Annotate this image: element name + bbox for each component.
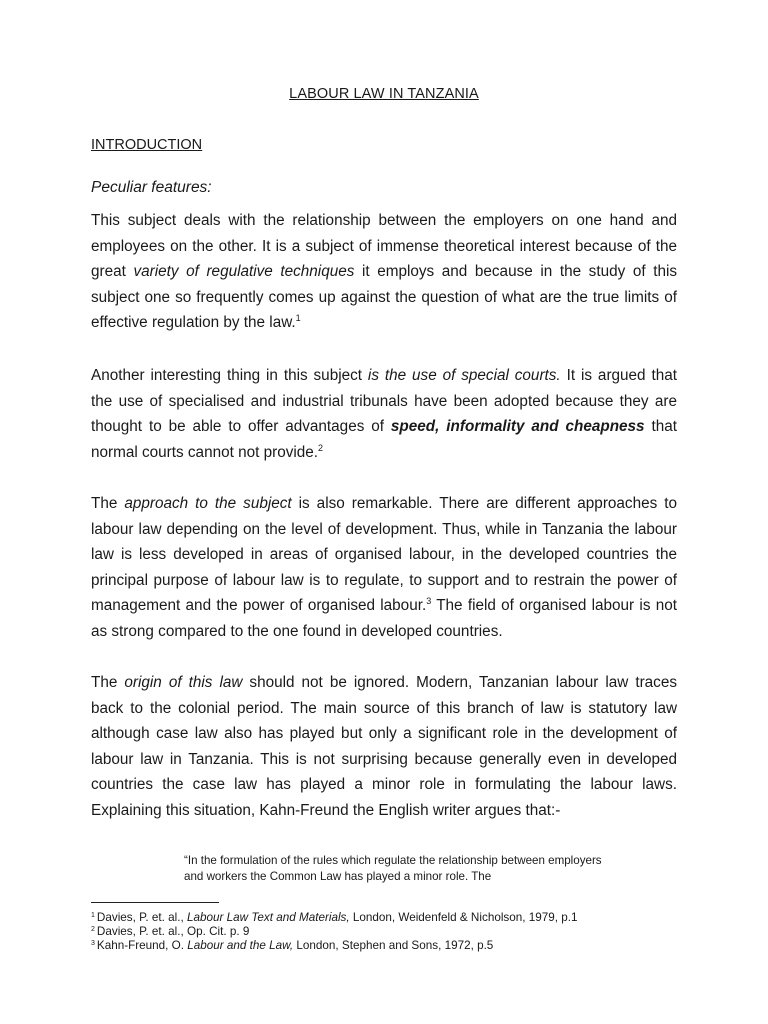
footnote-3	[91, 939, 493, 952]
paragraph-4	[91, 670, 677, 824]
paragraph-1-text-cont: it employs and because in the study of this subject one so frequently comes up against the question of what are the true limits of effective regulation by the law.	[91, 263, 677, 332]
paragraph-3-text-cont: is also remarkable. There are different approaches to labour law depending on the level of development. Thus, while in Tanzania the labour law is less developed in areas of organised labour, in the developed countries the principal purpose of labour law is to regulate, to support and to restrain the power of management and the power of organised labour.	[91, 495, 677, 615]
footnote-1	[91, 911, 578, 924]
subheading-peculiar-features: Peculiar features:	[91, 179, 212, 196]
footnote-1-text-end: London, Weidenfeld & Nicholson, 1979, p.1	[349, 911, 578, 924]
footnote-1-number: 1	[91, 912, 95, 919]
paragraph-3-emphasis: approach to the subject	[124, 495, 292, 512]
paragraph-3-text: The	[91, 495, 125, 512]
paragraph-4-text: The	[91, 674, 125, 691]
paragraph-2-text-end: that normal courts cannot not provide.	[91, 418, 677, 461]
footnote-3-title: Labour and the Law,	[187, 939, 294, 952]
footnote-1-title: Labour Law Text and Materials,	[187, 911, 350, 924]
footnote-ref-1: 1	[295, 313, 301, 324]
paragraph-2	[91, 363, 677, 465]
footnote-ref-3: 3	[426, 596, 432, 607]
paragraph-2-text-cont: It is argued that the use of specialised and industrial tribunals have been adopted because they are thought to be able to offer advantages of	[91, 367, 677, 436]
paragraph-1	[91, 208, 677, 336]
paragraph-4-emphasis: origin of this law	[124, 674, 243, 691]
paragraph-2-emphasis: is the use of special courts.	[367, 367, 561, 384]
footnote-3-number: 3	[91, 940, 95, 947]
paragraph-2-bold-emphasis: speed, informality and cheapness	[390, 418, 645, 436]
section-heading-introduction: INTRODUCTION	[91, 137, 203, 153]
footnote-1-text: Davies, P. et. al.,	[96, 911, 187, 924]
footnote-3-text: Kahn-Freund, O.	[96, 939, 188, 952]
paragraph-4-text-cont: should not be ignored. Modern, Tanzanian labour law traces back to the colonial period. The main source of this branch of law is statutory law although case law also has played but only a significant role in the development of labour law in Tanzania. This is not surprising because generally even in developed countries the case law has played a minor role in formulating the labour laws. Explaining this situation, Kahn-Freund the English writer argues that:-	[91, 674, 677, 819]
footnote-2-text: Davies, P. et. al., Op. Cit. p. 9	[96, 925, 250, 938]
footnote-separator	[91, 902, 219, 903]
paragraph-2-text: Another interesting thing in this subject	[91, 367, 368, 384]
footnote-2	[91, 925, 249, 938]
paragraph-3-text-end: The field of organised labour is not as strong compared to the one found in developed countries.	[91, 597, 677, 640]
footnote-ref-2: 2	[318, 442, 324, 453]
footnote-3-text-end: London, Stephen and Sons, 1972, p.5	[293, 939, 494, 952]
block-quote: “In the formulation of the rules which regulate the relationship between employers and workers the Common Law has played a minor role. The	[184, 854, 602, 883]
footnote-2-number: 2	[91, 926, 95, 933]
paragraph-1-text: This subject deals with the relationship between the employers on one hand and employees on the other. It is a subject of immense theoretical interest because of the great	[91, 212, 677, 281]
paragraph-1-emphasis: variety of regulative techniques	[133, 263, 355, 281]
document-title: LABOUR LAW IN TANZANIA	[289, 86, 479, 102]
paragraph-3	[91, 491, 677, 645]
